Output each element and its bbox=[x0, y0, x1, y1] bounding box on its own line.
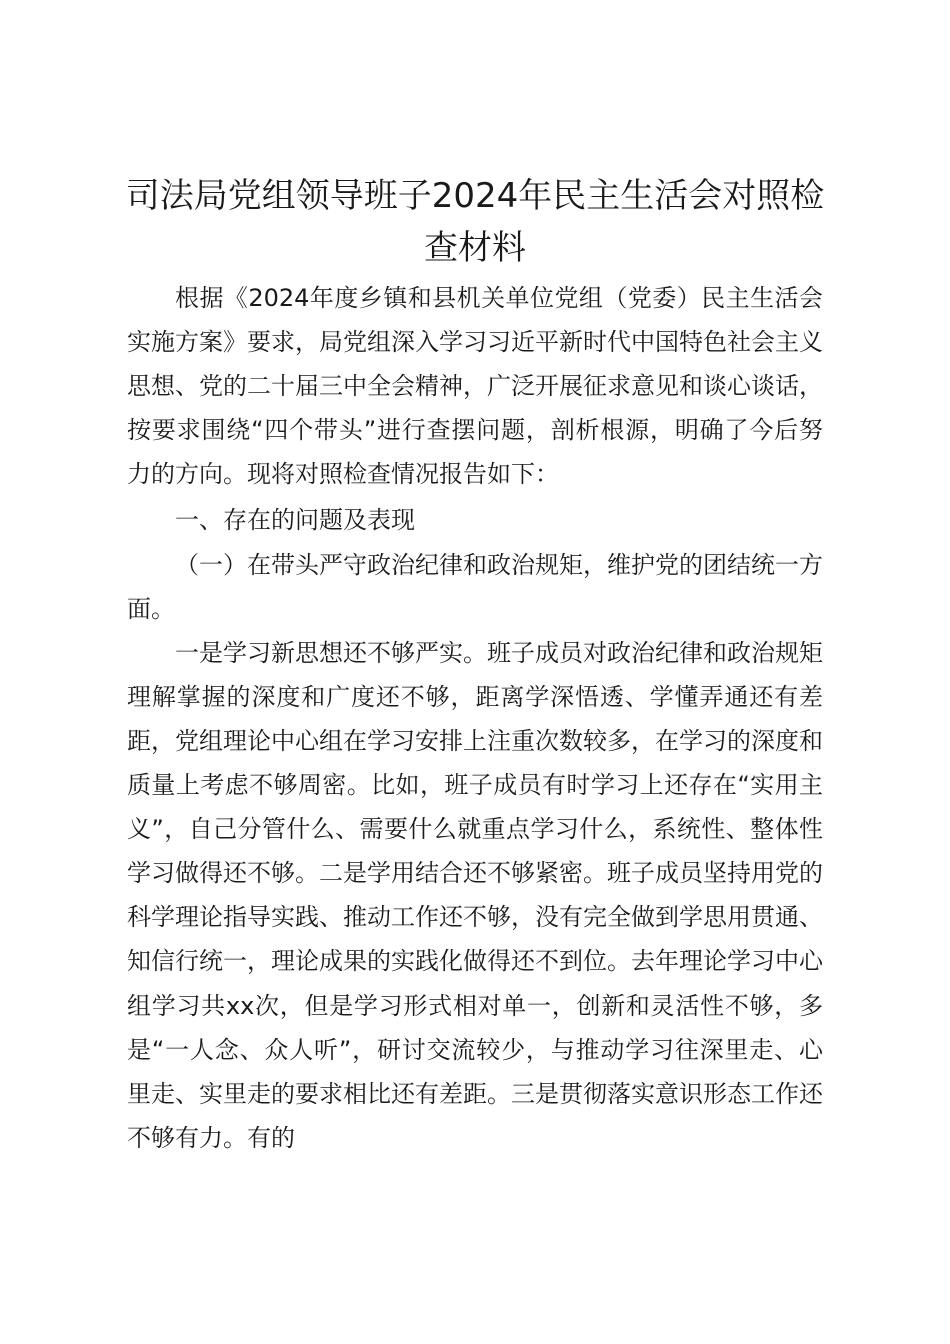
subsection-heading-political-discipline: （一）在带头严守政治纪律和政治规矩，维护党的团结统一方面。 bbox=[127, 550, 823, 623]
body-paragraph: 一是学习新思想还不够严实。班子成员对政治纪律和政治规矩理解掌握的深度和广度还不够，距离学深悟透、学懂弄通还有差距，党组理论中心组在学习安排上注重次数较多，在学习的深度和质量上考虑不够周密。比如，班子成员有时学习上还存在“实用主义”，自己分管什么、需要什么就重点学习什么，系统性、整体性学习做得还不够。二是学用结合还不够紧密。班子成员坚持用党的科学理论指导实践、推动工作还不够，没有完全做到学思用贯通、知信行统一，理论成果的实践化做得还不到位。去年理论学习中心组学习共xx次，但是学习形式相对单一，创新和灵活性不够，多是“一人念、众人听”，研讨交流较少，与推动学习往深里走、心里走、实里走的要求相比还有差距。三是贯彻落实意识形态工作还不够有力。有的 bbox=[127, 638, 823, 1152]
document-body bbox=[127, 276, 823, 1160]
intro-paragraph: 根据《2024年度乡镇和县机关单位党组（党委）民主生活会实施方案》要求，局党组深入学习习近平新时代中国特色社会主义思想、党的二十届三中全会精神，广泛开展征求意见和谈心谈话，按要求围绕“四个带头”进行查摆问题，剖析根源，明确了今后努力的方向。现将对照检查情况报告如下： bbox=[127, 284, 823, 489]
document-title: 司法局党组领导班子2024年民主生活会对照检查材料 bbox=[125, 176, 825, 268]
section-heading-problems: 一、存在的问题及表现 bbox=[175, 506, 415, 535]
